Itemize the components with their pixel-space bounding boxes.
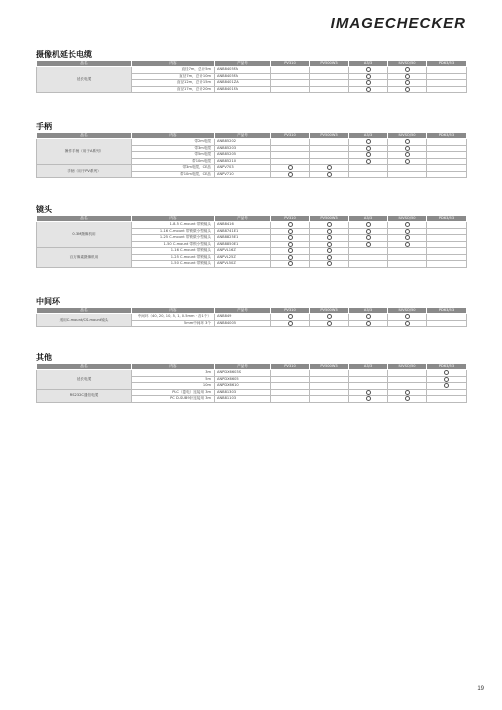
model-cell: ANB8850E1 (215, 241, 271, 248)
compatible-circle-icon (366, 242, 371, 247)
compatible-circle-icon (288, 229, 293, 234)
content-cell: 5m (132, 376, 215, 383)
product-name-cell: 手柄（用于PV系列） (37, 165, 132, 178)
compatible-circle-icon (288, 255, 293, 260)
model-cell: ANB84005 (215, 320, 271, 327)
header-c1: PV310 (271, 216, 310, 222)
model-cell: ANB85203 (215, 145, 271, 152)
spec-table (36, 132, 467, 178)
model-cell: ANPDX6603S (215, 370, 271, 377)
header-c5: PD63/53 (427, 133, 467, 139)
header-c3: A3/3 (349, 308, 388, 314)
header-c5: PD63/53 (427, 308, 467, 314)
compatible-circle-icon (366, 235, 371, 240)
compat-cell (388, 396, 427, 403)
model-cell: ANPVL25Z (215, 254, 271, 261)
model-cell: ANB849 (215, 314, 271, 321)
compat-cell (427, 261, 467, 268)
content-cell: 直径7m，总计5m (132, 67, 215, 74)
model-cell: ANB8741E1 (215, 228, 271, 235)
compat-cell (271, 171, 310, 178)
product-name-cell: 百万像素摄像机用 (37, 248, 132, 268)
model-cell: ANPDX6610 (215, 383, 271, 390)
compatible-circle-icon (288, 165, 293, 170)
compatible-circle-icon (405, 74, 410, 79)
compatible-circle-icon (327, 314, 332, 319)
content-cell: 中间环（40, 20, 10, 5, 1, 0.5mm · 各1个） (132, 314, 215, 321)
compatible-circle-icon (366, 314, 371, 319)
model-cell: ANPV710 (215, 171, 271, 178)
spec-table (36, 363, 467, 403)
model-cell: ANPVL16Z (215, 248, 271, 255)
header-c1: PV310 (271, 364, 310, 370)
header-c3: A3/3 (349, 364, 388, 370)
header-c3: A3/3 (349, 61, 388, 67)
compat-cell (271, 320, 310, 327)
compat-cell (388, 171, 427, 178)
compatible-circle-icon (288, 314, 293, 319)
content-cell: 带3m电缆，CE品 (132, 165, 215, 172)
section-3 (36, 296, 466, 327)
compat-cell (427, 86, 467, 93)
header-c2: PV500W3 (310, 133, 349, 139)
header-c5: PD63/53 (427, 61, 467, 67)
model-cell: ANB8401FA (215, 86, 271, 93)
compat-cell (310, 396, 349, 403)
section-title: 摄像机延长电缆 (36, 49, 466, 60)
compatible-circle-icon (366, 74, 371, 79)
model-cell: ANB8405FA (215, 73, 271, 80)
section-1 (36, 121, 466, 178)
compatible-circle-icon (405, 314, 410, 319)
section-2 (36, 204, 466, 268)
content-cell: 带3m电缆 (132, 145, 215, 152)
compatible-circle-icon (288, 242, 293, 247)
compatible-circle-icon (405, 229, 410, 234)
compatible-circle-icon (327, 242, 332, 247)
compatible-circle-icon (405, 152, 410, 157)
header-c2: PV500W3 (310, 364, 349, 370)
content-cell: 1-25 C-mount 带锁微小型镜头 (132, 235, 215, 242)
header-c5: PD63/53 (427, 216, 467, 222)
compatible-circle-icon (366, 159, 371, 164)
compat-cell (427, 320, 467, 327)
model-cell: ANB8401ZA (215, 80, 271, 87)
header-model: 产品号 (215, 308, 271, 314)
compat-cell (427, 171, 467, 178)
model-cell: ANB81303 (215, 389, 271, 396)
content-cell: 直径12m，总计15m (132, 80, 215, 87)
compat-cell (349, 320, 388, 327)
compatible-circle-icon (405, 159, 410, 164)
compatible-circle-icon (327, 235, 332, 240)
content-cell: PC D-SUB9针连接用 3m (132, 396, 215, 403)
content-cell: 1-25 C-mount 带锁镜头 (132, 254, 215, 261)
spec-table (36, 215, 467, 268)
compat-cell (388, 261, 427, 268)
compatible-circle-icon (444, 377, 449, 382)
header-c4: IUVSO/50 (388, 61, 427, 67)
section-title: 其他 (36, 352, 466, 363)
compatible-circle-icon (288, 261, 293, 266)
compatible-circle-icon (366, 67, 371, 72)
product-name-cell: 延长电缆 (37, 370, 132, 390)
compatible-circle-icon (327, 261, 332, 266)
header-content: 内容 (132, 216, 215, 222)
compatible-circle-icon (288, 248, 293, 253)
header-c4: IUVSO/50 (388, 308, 427, 314)
section-0 (36, 49, 466, 93)
header-model: 产品号 (215, 61, 271, 67)
page-number: 19 (477, 686, 484, 692)
content-cell: 1-16 C-mount 带锁镜头 (132, 248, 215, 255)
section-title: 镜头 (36, 204, 466, 215)
compatible-circle-icon (405, 321, 410, 326)
header-model: 产品号 (215, 216, 271, 222)
model-cell: ANB81103 (215, 396, 271, 403)
header-name: 品名 (37, 364, 132, 370)
compatible-circle-icon (405, 67, 410, 72)
section-title: 中间环 (36, 296, 466, 307)
compatible-circle-icon (366, 139, 371, 144)
model-cell: ANB85202 (215, 139, 271, 146)
header-c1: PV310 (271, 61, 310, 67)
compatible-circle-icon (288, 222, 293, 227)
content-cell: 带2m电缆 (132, 139, 215, 146)
header-model: 产品号 (215, 133, 271, 139)
model-cell: ANB85210 (215, 158, 271, 165)
section-4 (36, 352, 466, 403)
compat-cell (310, 86, 349, 93)
product-name-cell: RS232C通信电缆 (37, 389, 132, 402)
compatible-circle-icon (288, 321, 293, 326)
compatible-circle-icon (405, 139, 410, 144)
compatible-circle-icon (444, 383, 449, 388)
header-model: 产品号 (215, 364, 271, 370)
compat-cell (349, 171, 388, 178)
compatible-circle-icon (366, 87, 371, 92)
compatible-circle-icon (405, 87, 410, 92)
compatible-circle-icon (288, 235, 293, 240)
compatible-circle-icon (405, 235, 410, 240)
header-c5: PD63/53 (427, 364, 467, 370)
compat-cell (310, 261, 349, 268)
compatible-circle-icon (327, 248, 332, 253)
content-cell: 3m (132, 370, 215, 377)
header-c3: A3/3 (349, 216, 388, 222)
compatible-circle-icon (327, 165, 332, 170)
header-c2: PV500W3 (310, 61, 349, 67)
compat-cell (349, 396, 388, 403)
compat-cell (271, 86, 310, 93)
model-cell: ANPV703 (215, 165, 271, 172)
compatible-circle-icon (405, 390, 410, 395)
compatible-circle-icon (327, 172, 332, 177)
brand-logo: IMAGECHECKER (330, 15, 466, 32)
header-c4: IUVSO/50 (388, 133, 427, 139)
content-cell: 5mm中间环 3个 (132, 320, 215, 327)
compatible-circle-icon (366, 80, 371, 85)
content-cell: 带5m电缆 (132, 152, 215, 159)
compatible-circle-icon (405, 146, 410, 151)
model-cell: ANB8825E1 (215, 235, 271, 242)
product-name-cell: 0.3M摄像机用 (37, 222, 132, 248)
header-c2: PV500W3 (310, 216, 349, 222)
compatible-circle-icon (366, 321, 371, 326)
compat-cell (271, 396, 310, 403)
content-cell: 1-16 C-mount 带锁微小型镜头 (132, 228, 215, 235)
content-cell: 带10m电缆，CE品 (132, 171, 215, 178)
compat-cell (349, 261, 388, 268)
spec-table (36, 307, 467, 327)
product-name-cell: 操作手柄（用于A系列） (37, 139, 132, 165)
compatible-circle-icon (366, 229, 371, 234)
content-cell: 1-50 C-mount 带锁镜头 (132, 261, 215, 268)
content-cell: PLC（菱电）连接用 3m (132, 389, 215, 396)
model-cell: ANPDX6605 (215, 376, 271, 383)
compatible-circle-icon (366, 390, 371, 395)
header-c1: PV310 (271, 133, 310, 139)
header-c4: IUVSO/50 (388, 216, 427, 222)
compat-cell (271, 261, 310, 268)
model-cell: ANB85205 (215, 152, 271, 159)
header-c1: PV310 (271, 308, 310, 314)
content-cell: 直径7m，总计10m (132, 73, 215, 80)
compatible-circle-icon (405, 242, 410, 247)
compatible-circle-icon (405, 222, 410, 227)
header-name: 品名 (37, 133, 132, 139)
compatible-circle-icon (366, 146, 371, 151)
content-cell: 直径17m，总计20m (132, 86, 215, 93)
header-c2: PV500W3 (310, 308, 349, 314)
compatible-circle-icon (444, 370, 449, 375)
compat-cell (388, 320, 427, 327)
compatible-circle-icon (327, 255, 332, 260)
header-name: 品名 (37, 216, 132, 222)
header-name: 品名 (37, 61, 132, 67)
section-title: 手柄 (36, 121, 466, 132)
compatible-circle-icon (327, 222, 332, 227)
compat-cell (349, 86, 388, 93)
compat-cell (388, 86, 427, 93)
header-content: 内容 (132, 364, 215, 370)
compatible-circle-icon (288, 172, 293, 177)
header-c3: A3/3 (349, 133, 388, 139)
compatible-circle-icon (366, 222, 371, 227)
header-c4: IUVSO/50 (388, 364, 427, 370)
compatible-circle-icon (366, 396, 371, 401)
spec-table (36, 60, 467, 93)
compatible-circle-icon (327, 229, 332, 234)
product-name-cell: 适用C-mount/CS-mount镜头 (37, 314, 132, 327)
compat-cell (310, 320, 349, 327)
header-content: 内容 (132, 308, 215, 314)
compatible-circle-icon (405, 396, 410, 401)
product-name-cell: 延长电缆 (37, 67, 132, 93)
model-cell: ANPVL50Z (215, 261, 271, 268)
header-content: 内容 (132, 61, 215, 67)
compat-cell (427, 396, 467, 403)
compat-cell (310, 171, 349, 178)
compatible-circle-icon (327, 321, 332, 326)
model-cell: ANB8416 (215, 222, 271, 229)
content-cell: 带10m电缆 (132, 158, 215, 165)
content-cell: 1-8.5 C-mount 带锁镜头 (132, 222, 215, 229)
content-cell: 10m (132, 383, 215, 390)
compatible-circle-icon (405, 80, 410, 85)
header-name: 品名 (37, 308, 132, 314)
content-cell: 1-50 C-mount 带锁小型镜头 (132, 241, 215, 248)
header-content: 内容 (132, 133, 215, 139)
compatible-circle-icon (366, 152, 371, 157)
model-cell: ANB8405FA (215, 67, 271, 74)
